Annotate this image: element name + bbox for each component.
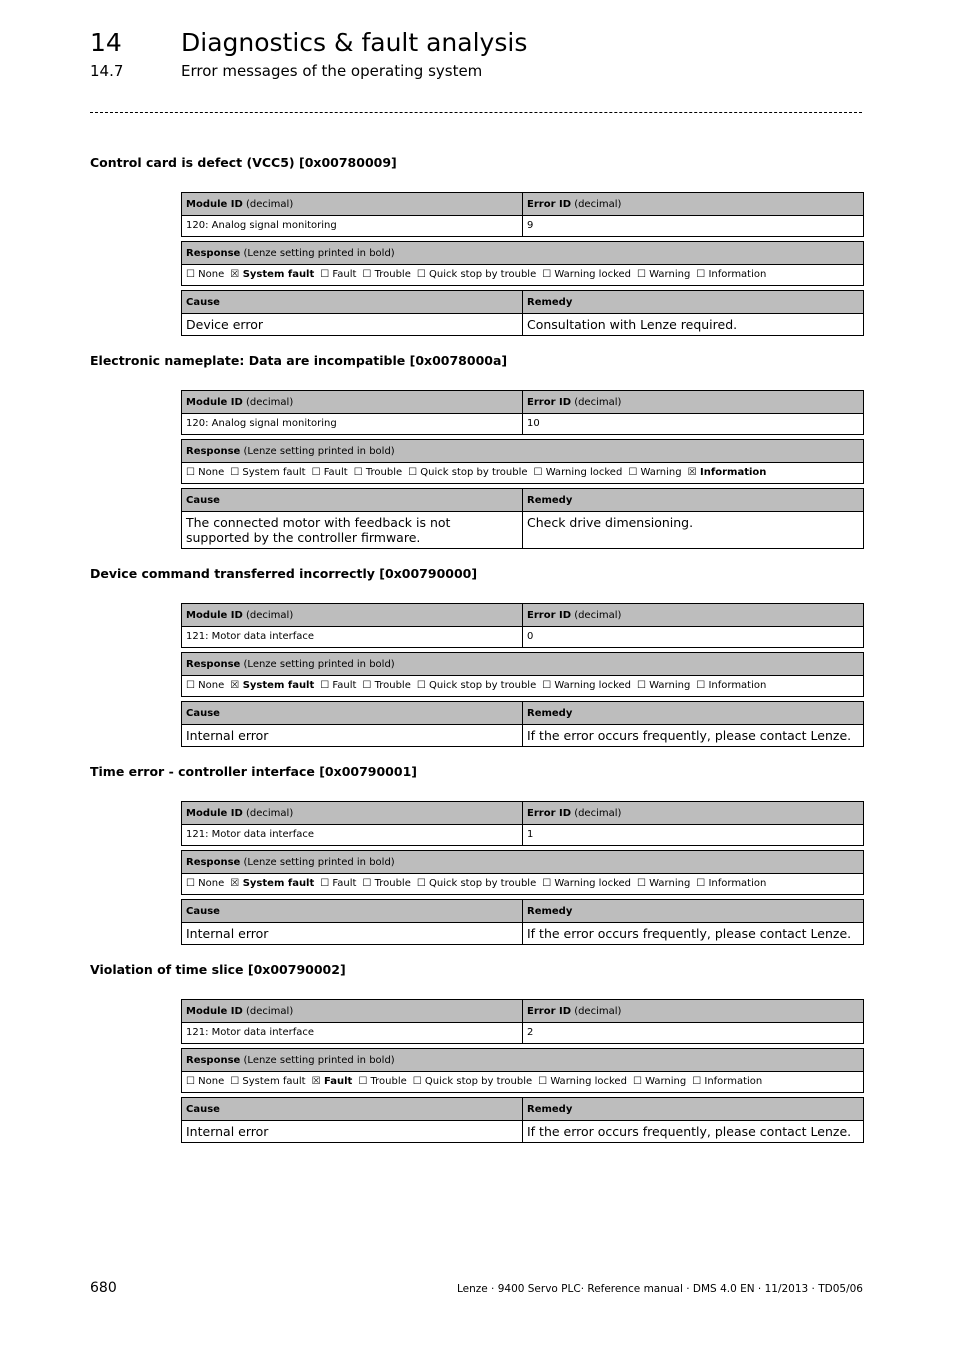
chapter-number: 14 <box>90 28 122 57</box>
id-header-row <box>182 604 863 626</box>
response-option-label: Warning <box>649 878 691 889</box>
decimal-label: (decimal) <box>246 808 294 819</box>
response-option <box>534 467 623 478</box>
response-option-label: None <box>198 1076 225 1087</box>
response-header <box>182 1049 863 1071</box>
response-option-label: Trouble <box>374 878 411 889</box>
response-option <box>542 680 631 691</box>
response-option-label: System fault <box>242 269 315 280</box>
error-title: Control card is defect (VCC5) [0x00780009] <box>90 155 397 170</box>
decimal-label: (decimal) <box>574 397 622 408</box>
error-id-label: Error ID <box>527 397 571 408</box>
error-id-header <box>523 193 863 215</box>
cause-header: Cause <box>182 702 523 724</box>
error-id-value: 2 <box>527 1027 534 1038</box>
response-table <box>181 1048 864 1093</box>
response-option <box>696 878 766 889</box>
response-option-label: System fault <box>242 878 315 889</box>
response-option-label: Quick stop by trouble <box>420 467 528 478</box>
response-options-row <box>182 675 863 696</box>
unchecked-box-icon: ☐ <box>362 878 372 889</box>
response-header <box>182 653 863 675</box>
unchecked-box-icon: ☐ <box>696 269 706 280</box>
error-id-header <box>523 604 863 626</box>
response-option <box>230 1076 305 1087</box>
response-option <box>230 878 314 889</box>
unchecked-box-icon: ☐ <box>186 467 195 478</box>
response-options <box>182 265 863 285</box>
response-option <box>688 467 767 478</box>
error-id-label: Error ID <box>527 1006 571 1017</box>
unchecked-box-icon: ☐ <box>320 878 330 889</box>
response-note: (Lenze setting printed in bold) <box>243 659 395 670</box>
unchecked-box-icon: ☐ <box>628 467 638 478</box>
decimal-label: (decimal) <box>574 199 622 210</box>
cause-remedy-header-row <box>182 702 863 724</box>
remedy-header: Remedy <box>527 708 573 719</box>
response-option <box>186 269 224 280</box>
response-options <box>182 874 863 894</box>
response-header-row <box>182 851 863 873</box>
id-header-row <box>182 1000 863 1022</box>
error-block <box>181 192 864 340</box>
response-option <box>637 269 690 280</box>
id-header-row <box>182 193 863 215</box>
response-option-label: Warning <box>640 467 682 478</box>
remedy-header: Remedy <box>527 1104 573 1115</box>
response-option-label: Trouble <box>370 1076 407 1087</box>
checked-box-icon: ☒ <box>230 878 240 889</box>
response-table <box>181 850 864 895</box>
chapter-title: Diagnostics & fault analysis <box>181 28 528 57</box>
response-label: Response <box>186 659 241 670</box>
response-table <box>181 241 864 286</box>
response-option-label: Quick stop by trouble <box>429 680 537 691</box>
response-header-row <box>182 440 863 462</box>
response-option <box>186 680 224 691</box>
unchecked-box-icon: ☐ <box>416 878 426 889</box>
unchecked-box-icon: ☐ <box>353 467 363 478</box>
module-id-value: 121: Motor data interface <box>182 825 523 845</box>
response-option-label: Information <box>708 269 767 280</box>
cause-remedy-table <box>181 290 864 336</box>
response-label: Response <box>186 248 241 259</box>
unchecked-box-icon: ☐ <box>416 680 426 691</box>
response-option-label: Information <box>708 878 767 889</box>
id-table <box>181 801 864 846</box>
cause-remedy-header-row <box>182 900 863 922</box>
error-id-value: 1 <box>527 829 534 840</box>
response-option <box>692 1076 762 1087</box>
module-id-header <box>182 604 523 626</box>
unchecked-box-icon: ☐ <box>358 1076 368 1087</box>
response-note: (Lenze setting printed in bold) <box>243 857 395 868</box>
response-option <box>538 1076 627 1087</box>
module-id-value: 121: Motor data interface <box>182 1023 523 1043</box>
response-option <box>230 680 314 691</box>
response-option-label: Warning locked <box>550 1076 627 1087</box>
response-option-label: Information <box>704 1076 763 1087</box>
response-option <box>637 680 690 691</box>
response-option-label: Quick stop by trouble <box>429 269 537 280</box>
response-header <box>182 851 863 873</box>
decimal-label: (decimal) <box>574 610 622 621</box>
error-id-value: 10 <box>527 418 540 429</box>
response-note: (Lenze setting printed in bold) <box>243 446 395 457</box>
error-id-header <box>523 802 863 824</box>
response-options-row <box>182 873 863 894</box>
response-option-label: Warning <box>645 1076 687 1087</box>
decimal-label: (decimal) <box>246 610 294 621</box>
unchecked-box-icon: ☐ <box>538 1076 548 1087</box>
cause-remedy-table <box>181 488 864 549</box>
response-option-label: None <box>198 467 225 478</box>
module-id-header <box>182 802 523 824</box>
unchecked-box-icon: ☐ <box>696 878 706 889</box>
cause-remedy-table <box>181 701 864 747</box>
module-id-header <box>182 193 523 215</box>
response-option <box>696 680 766 691</box>
response-option <box>417 878 536 889</box>
cause-value: The connected motor with feedback is not supported by the controller firmware. <box>182 512 523 548</box>
response-option-label: Warning locked <box>554 878 632 889</box>
response-option <box>354 467 402 478</box>
id-header-row <box>182 391 863 413</box>
response-option-label: Warning locked <box>545 467 623 478</box>
unchecked-box-icon: ☐ <box>362 680 372 691</box>
response-table <box>181 652 864 697</box>
cause-remedy-header-row <box>182 1098 863 1120</box>
response-header-row <box>182 1049 863 1071</box>
error-id-label: Error ID <box>527 808 571 819</box>
response-option <box>413 1076 532 1087</box>
response-option-label: Warning <box>649 680 691 691</box>
response-option-label: Quick stop by trouble <box>429 878 537 889</box>
response-option-label: Trouble <box>374 680 411 691</box>
checked-box-icon: ☒ <box>311 1076 321 1087</box>
response-option-label: Fault <box>324 1076 353 1087</box>
remedy-value: If the error occurs frequently, please contact Lenze. <box>527 728 852 743</box>
response-label: Response <box>186 857 241 868</box>
error-id-value: 9 <box>527 220 534 231</box>
remedy-value: If the error occurs frequently, please contact Lenze. <box>527 1124 852 1139</box>
response-option-label: Trouble <box>365 467 403 478</box>
error-block <box>181 390 864 553</box>
response-options-row <box>182 264 863 285</box>
cause-remedy-header-row <box>182 291 863 313</box>
response-option-label: System fault <box>242 467 306 478</box>
response-option <box>230 467 305 478</box>
module-id-label: Module ID <box>186 1006 243 1017</box>
response-option <box>320 269 356 280</box>
header-divider <box>90 112 862 113</box>
response-label: Response <box>186 1055 241 1066</box>
decimal-label: (decimal) <box>246 397 294 408</box>
error-title: Device command transferred incorrectly [0x00790000] <box>90 566 478 581</box>
decimal-label: (decimal) <box>574 1006 622 1017</box>
cause-value: Internal error <box>182 725 523 746</box>
response-option <box>186 878 224 889</box>
response-header-row <box>182 653 863 675</box>
id-value-row <box>182 626 863 647</box>
remedy-header: Remedy <box>527 906 573 917</box>
cause-remedy-value-row <box>182 1120 863 1142</box>
remedy-value: Check drive dimensioning. <box>527 515 694 530</box>
response-option <box>417 680 536 691</box>
checked-box-icon: ☒ <box>687 467 697 478</box>
response-option <box>628 467 681 478</box>
id-value-row <box>182 413 863 434</box>
unchecked-box-icon: ☐ <box>186 680 195 691</box>
cause-remedy-value-row <box>182 511 863 548</box>
response-options-row <box>182 462 863 483</box>
cause-header: Cause <box>182 291 523 313</box>
error-title: Electronic nameplate: Data are incompatible [0x0078000a] <box>90 353 508 368</box>
remedy-header: Remedy <box>527 297 573 308</box>
unchecked-box-icon: ☐ <box>230 467 240 478</box>
unchecked-box-icon: ☐ <box>696 680 706 691</box>
document-info: Lenze · 9400 Servo PLC· Reference manual · DMS 4.0 EN · 11/2013 · TD05/06 <box>456 1283 863 1295</box>
checked-box-icon: ☒ <box>230 680 240 691</box>
module-id-label: Module ID <box>186 199 243 210</box>
error-block <box>181 603 864 751</box>
cause-remedy-value-row <box>182 724 863 746</box>
response-option-label: Information <box>700 467 767 478</box>
response-option-label: None <box>198 269 225 280</box>
id-table <box>181 192 864 237</box>
unchecked-box-icon: ☐ <box>186 878 195 889</box>
cause-header: Cause <box>182 900 523 922</box>
unchecked-box-icon: ☐ <box>542 680 552 691</box>
response-option-label: Fault <box>332 878 357 889</box>
response-header <box>182 242 863 264</box>
unchecked-box-icon: ☐ <box>311 467 321 478</box>
response-note: (Lenze setting printed in bold) <box>243 1055 395 1066</box>
response-options <box>182 463 863 483</box>
response-table <box>181 439 864 484</box>
unchecked-box-icon: ☐ <box>412 1076 422 1087</box>
remedy-value: Consultation with Lenze required. <box>527 317 738 332</box>
section-title: Error messages of the operating system <box>181 62 483 80</box>
decimal-label: (decimal) <box>246 1006 294 1017</box>
error-id-header <box>523 1000 863 1022</box>
response-option <box>312 1076 353 1087</box>
response-option <box>408 467 527 478</box>
unchecked-box-icon: ☐ <box>632 1076 642 1087</box>
section-number: 14.7 <box>90 62 124 80</box>
unchecked-box-icon: ☐ <box>408 467 418 478</box>
response-option <box>362 269 410 280</box>
response-option-label: Warning locked <box>554 680 632 691</box>
response-option-label: None <box>198 680 225 691</box>
response-option <box>186 1076 224 1087</box>
decimal-label: (decimal) <box>574 808 622 819</box>
module-id-label: Module ID <box>186 808 243 819</box>
unchecked-box-icon: ☐ <box>637 680 646 691</box>
module-id-value: 121: Motor data interface <box>182 627 523 647</box>
response-option <box>542 878 631 889</box>
response-option-label: Fault <box>332 680 357 691</box>
response-option-label: System fault <box>242 1076 306 1087</box>
unchecked-box-icon: ☐ <box>542 269 552 280</box>
response-note: (Lenze setting printed in bold) <box>243 248 395 259</box>
cause-remedy-table <box>181 1097 864 1143</box>
unchecked-box-icon: ☐ <box>320 269 330 280</box>
checked-box-icon: ☒ <box>230 269 240 280</box>
cause-header: Cause <box>182 489 523 511</box>
cause-header: Cause <box>182 1098 523 1120</box>
cause-remedy-table <box>181 899 864 945</box>
response-option <box>633 1076 686 1087</box>
response-option <box>312 467 348 478</box>
module-id-value: 120: Analog signal monitoring <box>182 216 523 236</box>
unchecked-box-icon: ☐ <box>320 680 330 691</box>
response-option-label: Fault <box>323 467 348 478</box>
error-id-label: Error ID <box>527 610 571 621</box>
id-value-row <box>182 215 863 236</box>
response-option-label: Information <box>708 680 767 691</box>
id-table <box>181 999 864 1044</box>
response-header-row <box>182 242 863 264</box>
remedy-value: If the error occurs frequently, please contact Lenze. <box>527 926 852 941</box>
cause-value: Internal error <box>182 1121 523 1142</box>
cause-remedy-value-row <box>182 922 863 944</box>
response-option <box>637 878 690 889</box>
id-table <box>181 390 864 435</box>
id-value-row <box>182 824 863 845</box>
unchecked-box-icon: ☐ <box>230 1076 240 1087</box>
response-option <box>186 467 224 478</box>
id-header-row <box>182 802 863 824</box>
response-option <box>362 878 410 889</box>
error-id-header <box>523 391 863 413</box>
id-table <box>181 603 864 648</box>
response-option-label: Quick stop by trouble <box>424 1076 533 1087</box>
response-option-label: Warning <box>649 269 691 280</box>
response-option-label: Trouble <box>374 269 411 280</box>
unchecked-box-icon: ☐ <box>533 467 543 478</box>
error-block <box>181 801 864 949</box>
response-option <box>696 269 766 280</box>
error-title: Violation of time slice [0x00790002] <box>90 962 346 977</box>
response-option <box>320 878 356 889</box>
error-block <box>181 999 864 1147</box>
unchecked-box-icon: ☐ <box>416 269 426 280</box>
response-option <box>417 269 536 280</box>
unchecked-box-icon: ☐ <box>186 269 195 280</box>
id-value-row <box>182 1022 863 1043</box>
cause-value: Device error <box>182 314 523 335</box>
response-label: Response <box>186 446 241 457</box>
module-id-label: Module ID <box>186 397 243 408</box>
response-options <box>182 676 863 696</box>
error-title: Time error - controller interface [0x00790001] <box>90 764 417 779</box>
module-id-header <box>182 391 523 413</box>
module-id-value: 120: Analog signal monitoring <box>182 414 523 434</box>
cause-value: Internal error <box>182 923 523 944</box>
response-option <box>362 680 410 691</box>
page-number: 680 <box>90 1280 117 1296</box>
module-id-header <box>182 1000 523 1022</box>
unchecked-box-icon: ☐ <box>637 878 646 889</box>
cause-remedy-value-row <box>182 313 863 335</box>
response-option-label: None <box>198 878 225 889</box>
response-option-label: Warning locked <box>554 269 632 280</box>
unchecked-box-icon: ☐ <box>362 269 372 280</box>
error-id-label: Error ID <box>527 199 571 210</box>
error-id-value: 0 <box>527 631 534 642</box>
module-id-label: Module ID <box>186 610 243 621</box>
response-option <box>358 1076 406 1087</box>
cause-remedy-header-row <box>182 489 863 511</box>
response-options <box>182 1072 863 1092</box>
response-option-label: Fault <box>332 269 357 280</box>
decimal-label: (decimal) <box>246 199 294 210</box>
response-option <box>542 269 631 280</box>
response-option <box>230 269 314 280</box>
remedy-header: Remedy <box>527 495 573 506</box>
unchecked-box-icon: ☐ <box>692 1076 702 1087</box>
response-header <box>182 440 863 462</box>
response-option-label: System fault <box>242 680 315 691</box>
response-options-row <box>182 1071 863 1092</box>
unchecked-box-icon: ☐ <box>637 269 646 280</box>
unchecked-box-icon: ☐ <box>542 878 552 889</box>
response-option <box>320 680 356 691</box>
unchecked-box-icon: ☐ <box>186 1076 195 1087</box>
